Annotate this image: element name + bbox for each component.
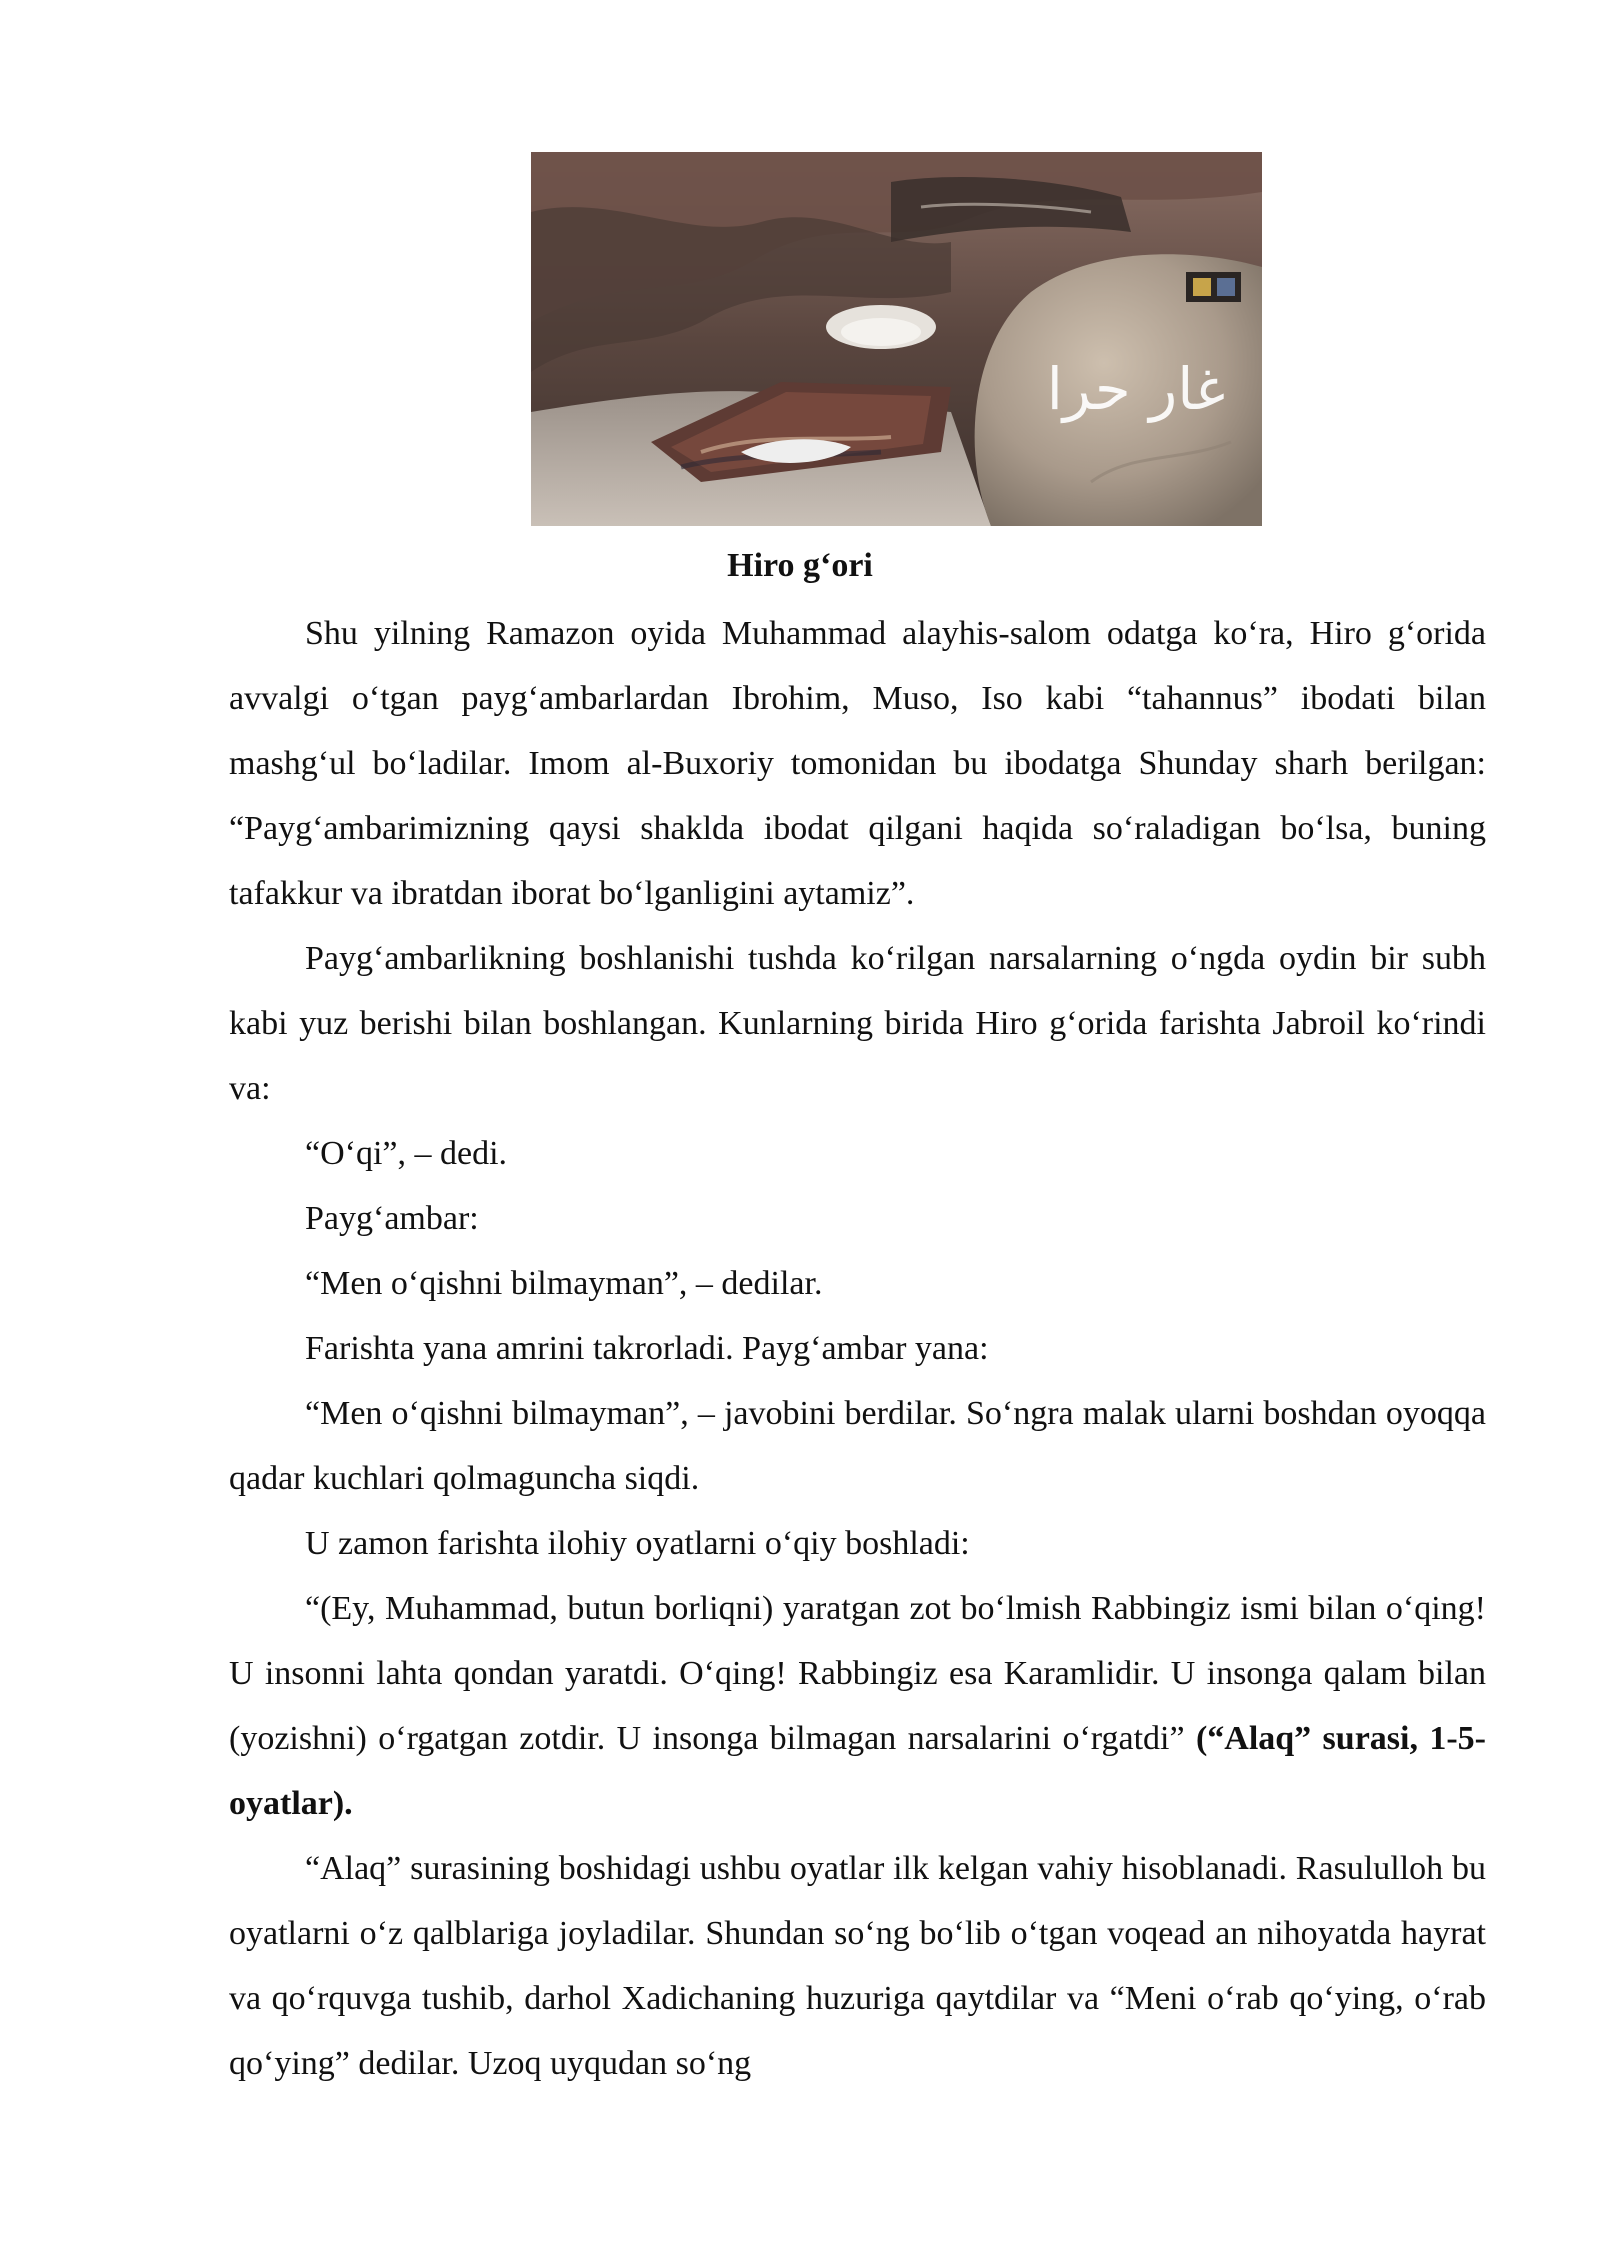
paragraph: Payg‘ambarlikning boshlanishi tushda ko‘rilgan narsalarning o‘ngda oydin bir subh kabi yuz berishi bilan boshlangan. Kunlarning birida Hiro g‘orida farishta Jabroil ko‘rindi va: <box>229 940 1486 1107</box>
paragraph: Shu yilning Ramazon oyida Muhammad alayhis-salom odatga ko‘ra, Hiro g‘orida avvalgi o‘tgan payg‘ambarlardan Ibrohim, Muso, Iso kabi “tahannus” ibodati bilan mashg‘ul bo‘ladilar. Imom al-Buxoriy tomonidan bu ibodatga Shunday sharh berilgan: “Payg‘ambarimizning qaysi shaklda ibodat qilgani haqida so‘raladigan bo‘lsa, buning tafakkur va ibratdan iborat bo‘lganligini aytamiz”. <box>229 615 1486 912</box>
paragraph: “O‘qi”, – dedi. <box>305 1135 508 1172</box>
paragraph: “Men o‘qishni bilmayman”, – javobini berdilar. So‘ngra malak ularni boshdan oyoqqa qadar kuchlari qolmaguncha siqdi. <box>229 1395 1486 1497</box>
paragraph: Farishta yana amrini takrorladi. Payg‘ambar yana: <box>305 1330 989 1367</box>
sura-citation: (“Alaq” surasi, 1-5-oyatlar). <box>229 1720 1486 1822</box>
paragraph: “Men o‘qishni bilmayman”, – dedilar. <box>305 1265 823 1302</box>
paragraph: U zamon farishta ilohiy oyatlarni o‘qiy boshladi: <box>305 1525 970 1562</box>
arabic-overlay-text: غار حرا <box>1046 355 1226 423</box>
cave-illustration <box>531 152 1262 526</box>
paragraph: Payg‘ambar: <box>305 1200 479 1237</box>
paragraph-text: “(Ey, Muhammad, butun borliqni) yaratgan zot bo‘lmish Rabbingiz ismi bilan o‘qing! U insonni lahta qondan yaratdi. O‘qing! Rabbingiz esa Karamlidir. U insonga qalam bilan (yozishni) o‘rgatgan zotdir. U insonga bilmagan narsalarini o‘rgatdi” <box>229 1590 1486 1757</box>
hira-cave-photo <box>531 152 1262 526</box>
paragraph: “Alaq” surasining boshidagi ushbu oyatlar ilk kelgan vahiy hisoblanadi. Rasululloh bu oyatlarni o‘z qalblariga joyladilar. Shundan so‘ng bo‘lib o‘tgan voqead an nihoyatda hayrat va qo‘rquvga tushib, darhol Xadichaning huzuriga qaytdilar va “Meni o‘rab qo‘ying, o‘rab qo‘ying” dedilar. Uzoq uyqudan so‘ng <box>229 1850 1486 2082</box>
paragraph-with-citation <box>229 1576 1486 1836</box>
figure-caption: Hiro g‘ori <box>727 547 873 584</box>
body-text <box>229 601 1486 2096</box>
